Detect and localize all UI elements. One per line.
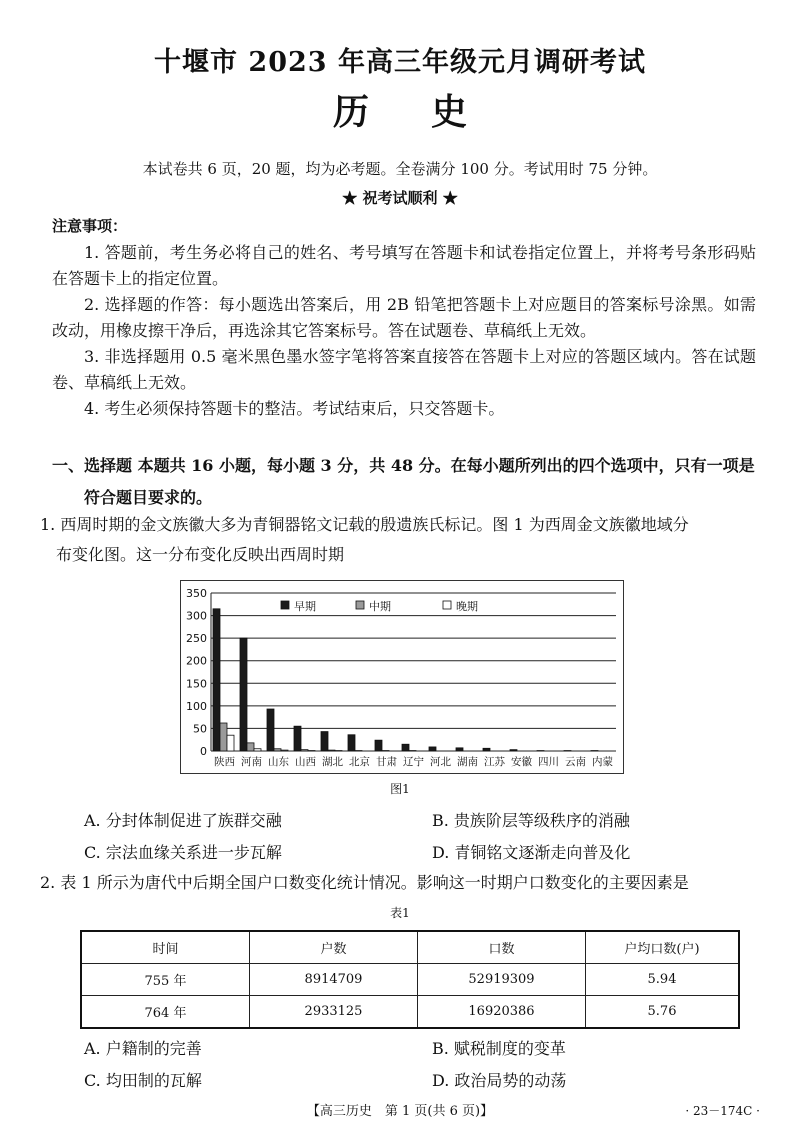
notice-heading: 注意事项： <box>52 217 128 235</box>
bar-早期 <box>213 609 220 751</box>
x-tick-label: 河南 <box>241 756 262 768</box>
section-line-1: 一、选择题 本题共 16 小题，每小题 3 分，共 48 分。在每小题所列出的四个选项中，只有一项是 <box>52 456 755 475</box>
x-tick-label: 湖南 <box>457 756 478 768</box>
x-tick-label: 内蒙 <box>592 756 613 768</box>
bar-早期 <box>429 747 436 751</box>
y-tick-label: 350 <box>186 587 207 600</box>
notice-list <box>52 240 756 422</box>
notice-item: 4. 考生必须保持答题卡的整洁。考试结束后，只交答题卡。 <box>84 399 505 418</box>
table-cell: 2933125 <box>250 996 418 1029</box>
exam-intro: 本试卷共 6 页，20 题，均为必考题。全卷满分 100 分。考试用时 75 分钟。 <box>142 160 658 178</box>
table-row <box>81 964 739 996</box>
table-cell: 755 年 <box>81 964 250 996</box>
bar-早期 <box>321 732 328 751</box>
x-tick-label: 陕西 <box>214 756 235 768</box>
bar-早期 <box>402 744 409 751</box>
table-header-cell: 口数 <box>418 931 586 964</box>
bar-中期 <box>274 749 281 751</box>
q1-line-2: 布变化图。这一分布变化反映出西周时期 <box>56 545 345 564</box>
bar-中期 <box>328 750 335 751</box>
legend-label: 中期 <box>369 600 391 613</box>
bar-中期 <box>220 723 227 751</box>
exam-title: 十堰市 2023 年高三年级元月调研考试 <box>154 47 646 78</box>
bar-早期 <box>483 748 490 751</box>
bar-早期 <box>267 709 274 751</box>
table-row <box>81 996 739 1029</box>
bar-早期 <box>456 748 463 751</box>
bar-中期 <box>301 750 308 751</box>
y-tick-label: 100 <box>186 699 207 713</box>
page-footer: 【高三历史 第 1 页(共 6 页)】 <box>306 1104 494 1119</box>
y-tick-label: 0 <box>200 745 207 758</box>
q1-option-a[interactable]: A. 分封体制促进了族群交融 <box>84 811 282 830</box>
y-tick-label: 150 <box>186 677 207 691</box>
question-1 <box>40 510 760 570</box>
x-tick-label: 山东 <box>268 756 289 768</box>
q2-stem: 2. 表 1 所示为唐代中后期全国户口数变化统计情况。影响这一时期户口数变化的主要因素是 <box>40 873 689 892</box>
legend-swatch <box>443 601 451 609</box>
x-tick-label: 北京 <box>349 756 370 768</box>
y-tick-label: 250 <box>186 632 207 646</box>
exam-code: · 23－174C · <box>685 1104 760 1118</box>
figure-1-chart <box>180 580 624 774</box>
q1-option-d[interactable]: D. 青铜铭文逐渐走向普及化 <box>432 843 631 862</box>
notice-item: 1. 答题前，考生务必将自己的姓名、考号填写在答题卡和试卷指定位置上，并将考号条形码贴在答题卡上的指定位置。 <box>52 243 756 288</box>
table-cell: 764 年 <box>81 996 250 1029</box>
bar-晚期 <box>254 749 261 751</box>
legend-swatch <box>356 601 364 609</box>
good-luck-line: ★ 祝考试顺利 ★ <box>342 189 458 207</box>
bar-早期 <box>510 750 517 751</box>
section-heading <box>52 450 762 514</box>
x-tick-label: 河北 <box>430 756 451 768</box>
q2-option-b[interactable]: B. 赋税制度的变革 <box>432 1039 566 1058</box>
figure-caption: 图1 <box>390 782 410 796</box>
y-tick-label: 300 <box>186 609 207 623</box>
table-cell: 52919309 <box>418 964 586 996</box>
table-cell: 8914709 <box>250 964 418 996</box>
bar-晚期 <box>281 750 288 751</box>
x-tick-label: 山西 <box>295 756 316 768</box>
table-header-cell: 户均口数(户) <box>586 931 740 964</box>
q2-option-c[interactable]: C. 均田制的瓦解 <box>84 1071 202 1090</box>
legend-swatch <box>281 601 289 609</box>
notice-item: 2. 选择题的作答：每小题选出答案后，用 2B 铅笔把答题卡上对应题目的答案标号涂黑。如需改动，用橡皮擦干净后，再选涂其它答案标号。答在试题卷、草稿纸上无效。 <box>52 295 756 340</box>
legend-label: 早期 <box>294 600 316 613</box>
table-cell: 16920386 <box>418 996 586 1029</box>
q1-option-b[interactable]: B. 贵族阶层等级秩序的消融 <box>432 811 630 830</box>
table-cell: 5.94 <box>586 964 740 996</box>
x-tick-label: 辽宁 <box>403 756 424 768</box>
table-cell: 5.76 <box>586 996 740 1029</box>
x-tick-label: 江苏 <box>484 756 505 768</box>
bar-早期 <box>294 726 301 751</box>
table-header-row <box>81 931 739 964</box>
bar-早期 <box>348 735 355 751</box>
q1-option-c[interactable]: C. 宗法血缘关系进一步瓦解 <box>84 843 282 862</box>
bar-早期 <box>240 638 247 751</box>
table-header-cell: 时间 <box>81 931 250 964</box>
x-tick-label: 湖北 <box>322 756 343 768</box>
x-tick-label: 云南 <box>565 756 586 768</box>
section-line-2: 符合题目要求的。 <box>84 488 213 507</box>
bar-早期 <box>375 740 382 751</box>
table-header-cell: 户数 <box>250 931 418 964</box>
bar-中期 <box>247 743 254 751</box>
q2-option-a[interactable]: A. 户籍制的完善 <box>84 1039 202 1058</box>
subject-title: 历史 <box>332 91 529 133</box>
q1-line-1: 1. 西周时期的金文族徽大多为青铜器铭文记载的殷遗族氏标记。图 1 为西周金文族徽地域分 <box>40 515 689 534</box>
bar-chart <box>181 581 623 773</box>
legend-label: 晚期 <box>456 600 478 613</box>
x-tick-label: 安徽 <box>511 756 532 768</box>
x-tick-label: 四川 <box>538 756 559 768</box>
y-tick-label: 50 <box>193 722 207 736</box>
y-tick-label: 200 <box>186 654 207 668</box>
household-table <box>80 930 740 1029</box>
x-tick-label: 甘肃 <box>376 756 397 768</box>
notice-item: 3. 非选择题用 0.5 毫米黑色墨水签字笔将答案直接答在答题卡上对应的答题区域内。答在试题卷、草稿纸上无效。 <box>52 347 756 392</box>
q2-option-d[interactable]: D. 政治局势的动荡 <box>432 1071 567 1090</box>
table-caption: 表1 <box>390 906 410 920</box>
bar-晚期 <box>227 735 234 751</box>
